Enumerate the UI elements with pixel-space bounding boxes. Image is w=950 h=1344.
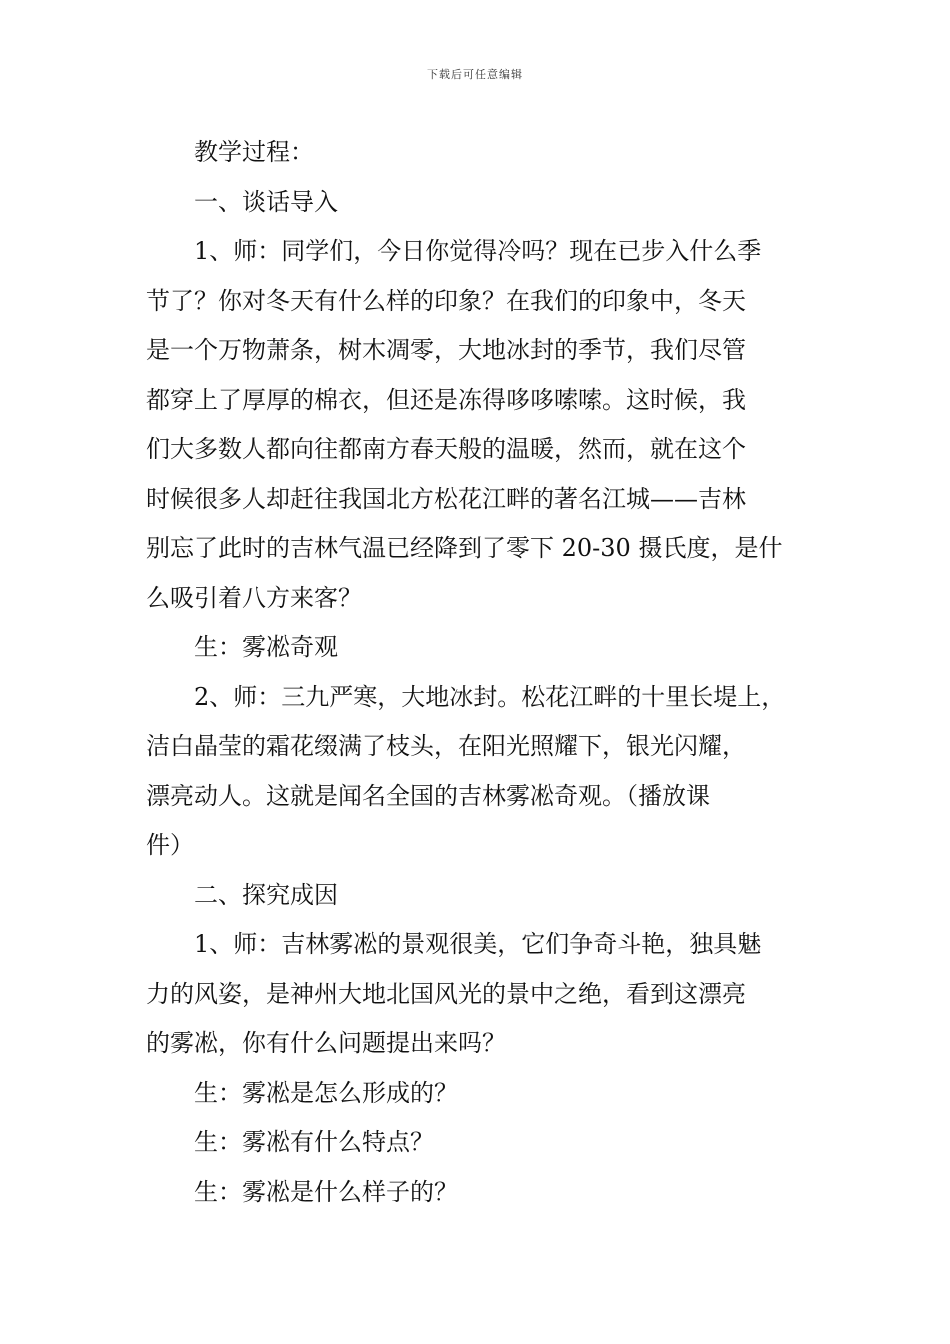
paragraph-teacher-2: [146, 673, 836, 871]
text-line: 2、师：三九严寒，大地冰封。松花江畔的十里长堤上，: [194, 682, 786, 711]
paragraph-teacher-3: [146, 920, 836, 1069]
text-line: 件）: [146, 831, 194, 859]
page-header: 下载后可任意编辑: [427, 68, 523, 81]
paragraph-section-1-heading: [146, 178, 836, 228]
text-line: 二、探究成因: [194, 880, 338, 909]
paragraph-student-question-2: [146, 1118, 836, 1168]
text-line: 生：雾凇是怎么形成的？: [194, 1078, 458, 1107]
text-line: 的雾凇，你有什么问题提出来吗？: [146, 1029, 506, 1057]
text-line: 别忘了此时的吉林气温已经降到了零下 20-30 摄氏度，是什: [146, 534, 783, 562]
text-line: 是一个万物萧条，树木凋零，大地冰封的季节，我们尽管: [146, 336, 746, 364]
text-line: 一、谈话导入: [194, 187, 338, 216]
paragraph-student-question-3: [146, 1168, 836, 1218]
text-line: 都穿上了厚厚的棉衣，但还是冻得哆哆嗦嗦。这时候，我: [146, 385, 746, 414]
text-line: 洁白晶莹的霜花缀满了枝头，在阳光照耀下，银光闪耀，: [146, 732, 746, 760]
text-line: 1、师：吉林雾凇的景观很美，它们争奇斗艳，独具魅: [194, 930, 762, 958]
text-line: 生：雾凇是什么样子的？: [194, 1177, 458, 1206]
paragraph-student-question-1: [146, 1069, 836, 1119]
text-line: 么吸引着八方来客？: [146, 583, 362, 612]
text-line: 1、师：同学们，今日你觉得冷吗？现在已步入什么季: [194, 237, 762, 265]
paragraph-section-2-heading: [146, 871, 836, 921]
paragraph-teaching-process: [146, 128, 836, 178]
text-line: 节了？你对冬天有什么样的印象？在我们的印象中，冬天: [146, 286, 746, 315]
text-line: 漂亮动人。这就是闻名全国的吉林雾凇奇观。（播放课: [146, 781, 710, 810]
paragraph-teacher-1: [146, 227, 836, 623]
text-line: 生：雾凇奇观: [194, 633, 338, 661]
paragraph-student-answer-1: [146, 623, 836, 673]
text-line: 时候很多人却赶往我国北方松花江畔的著名江城——吉林: [146, 484, 746, 513]
document-body: [146, 128, 836, 1217]
text-line: 力的风姿，是神州大地北国风光的景中之绝，看到这漂亮: [146, 979, 746, 1008]
text-line: 教学过程：: [194, 138, 314, 166]
text-line: 们大多数人都向往都南方春天般的温暖，然而，就在这个: [146, 435, 746, 463]
text-line: 生：雾凇有什么特点？: [194, 1128, 434, 1156]
